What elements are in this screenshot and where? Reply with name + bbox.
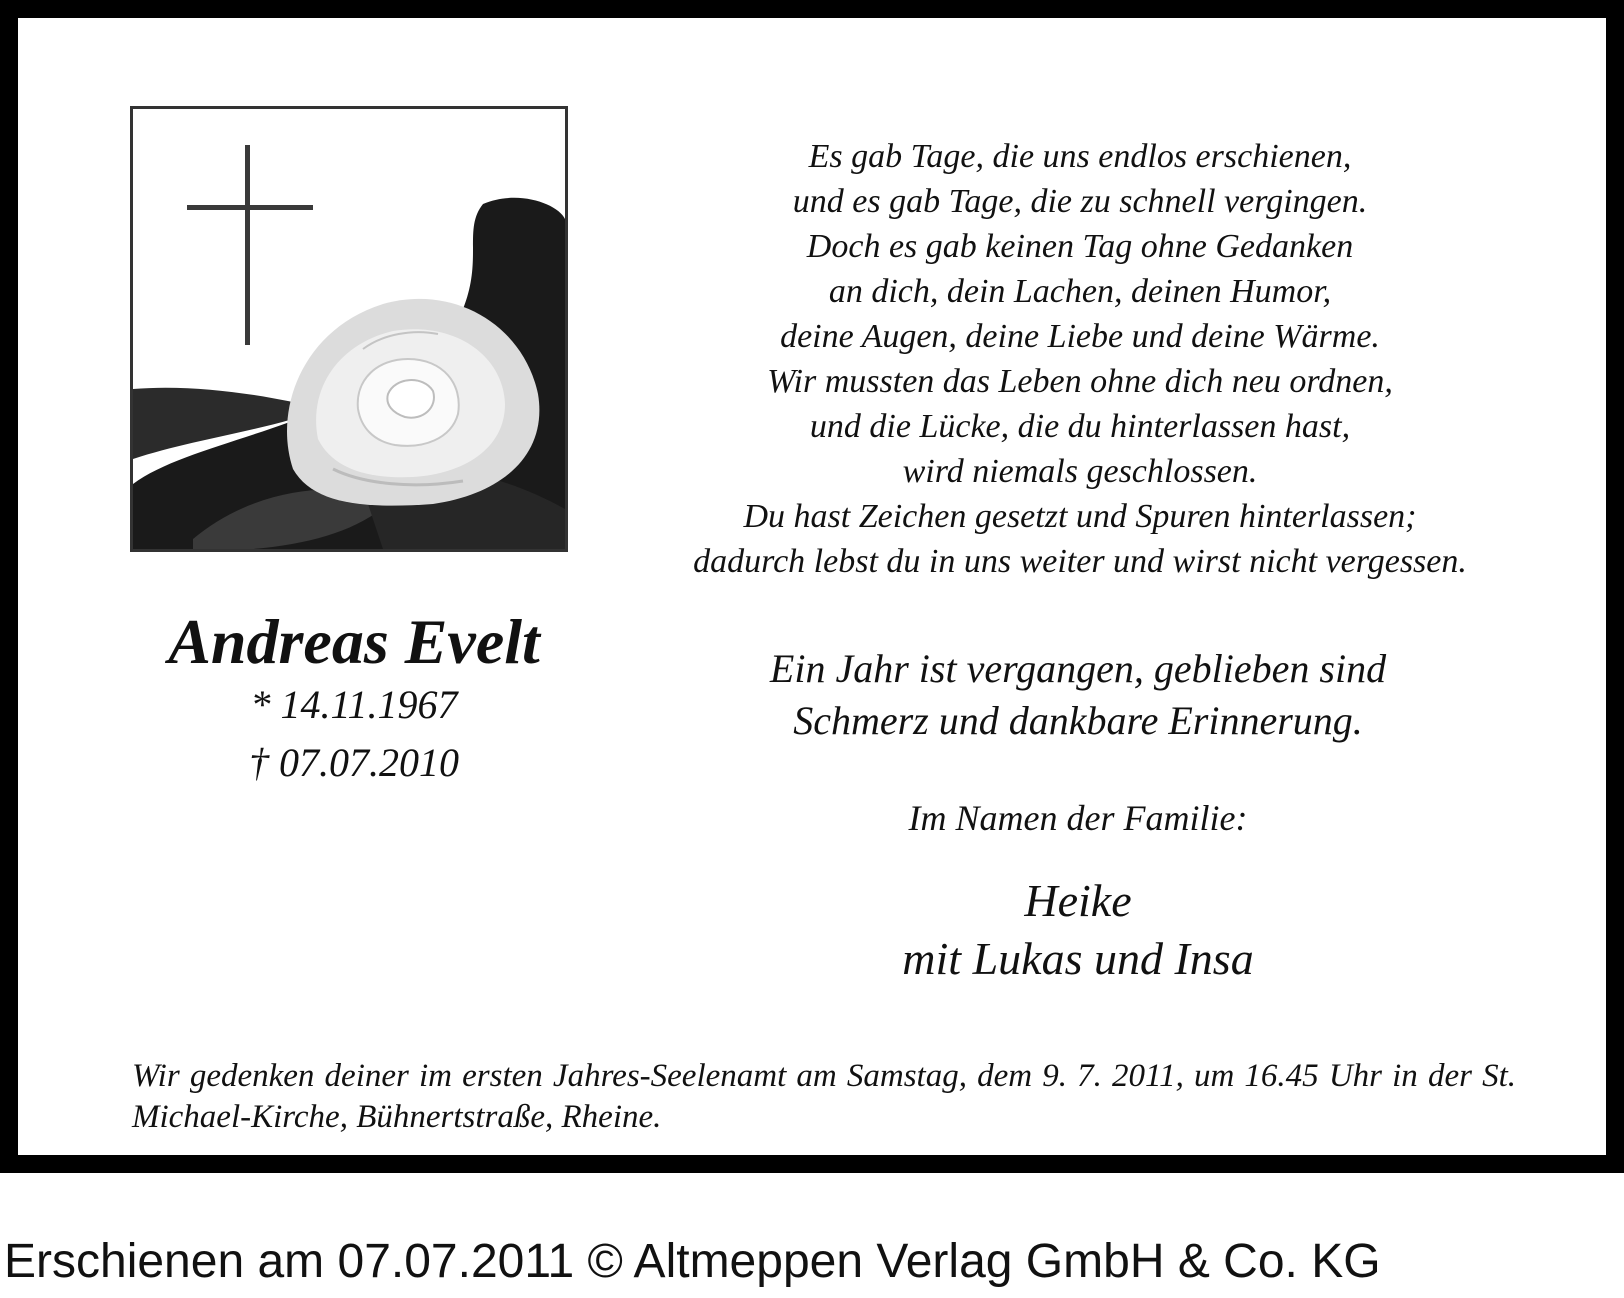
- poem: [630, 134, 1530, 584]
- poem-line: dadurch lebst du in uns weiter und wirst nicht vergessen.: [693, 543, 1467, 580]
- cross-and-white-rose-icon: [133, 109, 565, 549]
- poem-line: Es gab Tage, die uns endlos erschienen,: [808, 138, 1352, 175]
- birth-date: * 14.11.1967: [250, 682, 458, 727]
- death-date: † 07.07.2010: [249, 740, 459, 785]
- poem-line: wird niemals geschlossen.: [902, 453, 1258, 490]
- signers: [658, 872, 1498, 988]
- cross-and-rose-image: [130, 106, 568, 552]
- family-label: Im Namen der Familie:: [908, 798, 1248, 838]
- poem-line: und die Lücke, die du hinterlassen hast,: [809, 408, 1351, 445]
- anniversary-text: [658, 643, 1498, 747]
- memorial-service-text: Wir gedenken deiner im ersten Jahres-Seelenamt am Samstag, dem 9. 7. 2011, um 16.45 Uhr in der St. Michael-Kirche, Bühnertstraße, Rheine.: [132, 1058, 1516, 1135]
- poem-line: deine Augen, deine Liebe und deine Wärme.: [780, 318, 1380, 355]
- deceased-name: Andreas Evelt: [168, 606, 540, 677]
- signer-line: Heike: [1024, 875, 1132, 926]
- poem-line: Du hast Zeichen gesetzt und Spuren hinterlassen;: [743, 498, 1417, 535]
- anniversary-line: Ein Jahr ist vergangen, geblieben sind: [769, 646, 1387, 691]
- poem-line: an dich, dein Lachen, deinen Humor,: [828, 273, 1332, 310]
- signer-line: mit Lukas und Insa: [902, 933, 1254, 984]
- publication-footer: Erschienen am 07.07.2011 © Altmeppen Verlag GmbH & Co. KG: [4, 1235, 1381, 1288]
- poem-line: Wir mussten das Leben ohne dich neu ordnen,: [767, 363, 1393, 400]
- anniversary-line: Schmerz und dankbare Erinnerung.: [793, 698, 1363, 743]
- poem-line: und es gab Tage, die zu schnell vergingen.: [792, 183, 1368, 220]
- poem-line: Doch es gab keinen Tag ohne Gedanken: [806, 228, 1354, 265]
